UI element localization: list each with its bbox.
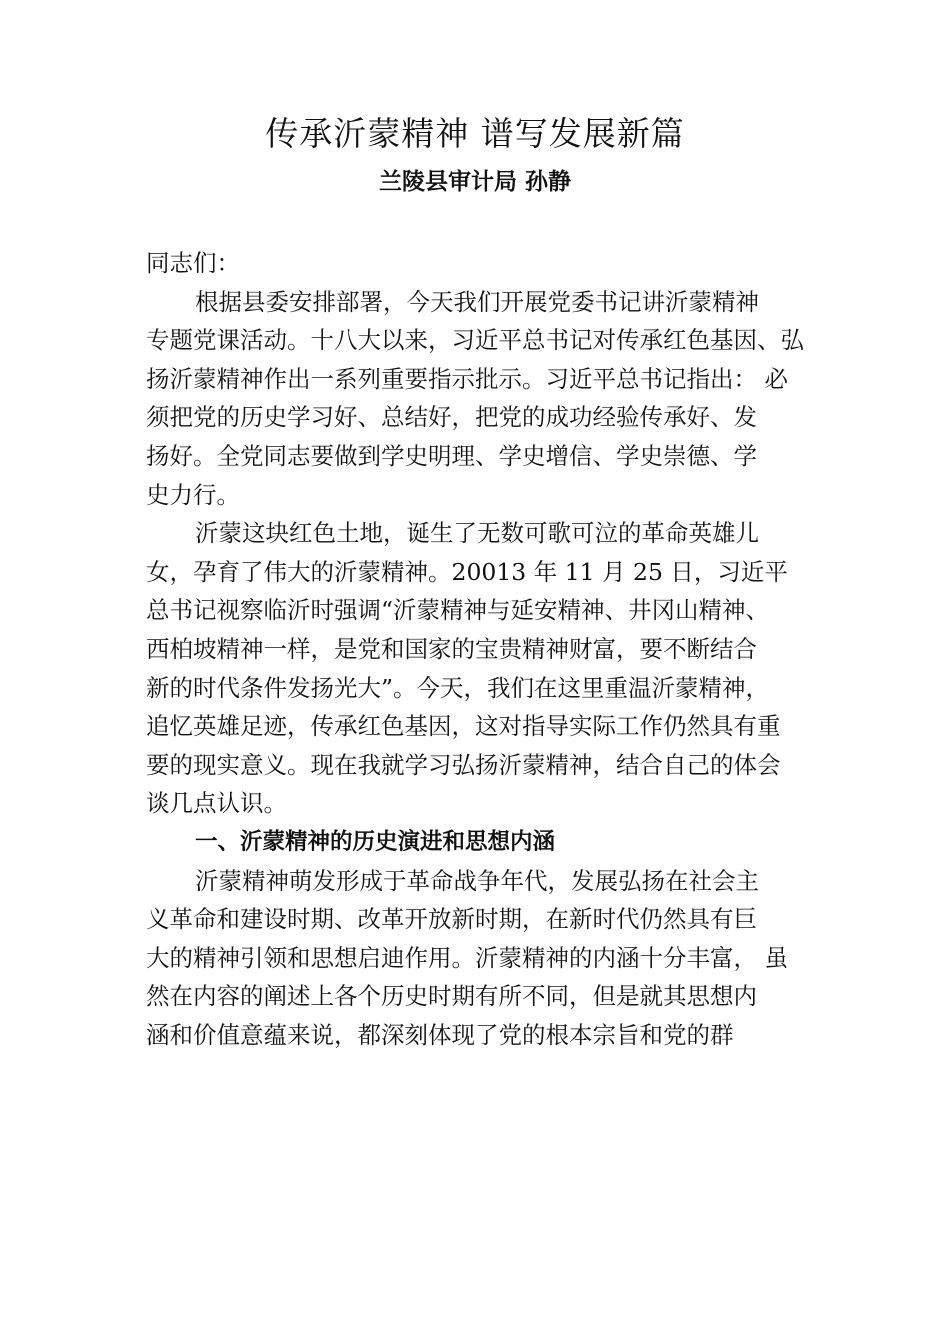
paragraph-line: 追忆英雄足迹，传承红色基因，这对指导实际工作仍然具有重	[146, 712, 781, 741]
paragraph-2	[146, 514, 832, 823]
paragraph-line: 要的现实意义。现在我就学习弘扬沂蒙精神，结合自己的体会	[146, 750, 781, 779]
paragraph-line: 须把党的历史学习好、总结好，把党的成功经验传承好、发	[146, 403, 757, 432]
paragraph-line: 沂蒙这块红色土地，诞生了无数可歌可泣的革命英雄儿	[195, 519, 759, 548]
paragraph-line: 女，孕育了伟大的沂蒙精神。20013 年 11 月 25 日，习近平	[146, 557, 788, 586]
paragraph-line: 义革命和建设时期、改革开放新时期，在新时代仍然具有巨	[146, 905, 757, 934]
greeting-line: 同志们：	[146, 249, 240, 277]
paragraph-line: 史力行。	[146, 480, 240, 509]
paragraph-3	[146, 862, 832, 1055]
paragraph-line: 根据县委安排部署，今天我们开展党委书记讲沂蒙精神	[195, 287, 759, 316]
paragraph-line: 大的精神引领和思想启迪作用。沂蒙精神的内涵十分丰富， 虽	[146, 943, 788, 972]
paragraph-line: 然在内容的阐述上各个历史时期有所不同，但是就其思想内	[146, 982, 757, 1011]
document-body	[146, 244, 832, 1054]
section-heading-text: 一、沂蒙精神的历史演进和思想内涵	[195, 828, 556, 855]
paragraph-line: 谈几点认识。	[146, 789, 287, 818]
paragraph-line: 专题党课活动。十八大以来，习近平总书记对传承红色基因、弘	[146, 326, 804, 355]
greeting	[146, 244, 832, 283]
section-heading	[146, 823, 832, 862]
paragraph-line: 扬沂蒙精神作出一系列重要指示批示。习近平总书记指出： 必	[146, 364, 788, 393]
paragraph-line: 新的时代条件发扬光大”。今天，我们在这里重温沂蒙精神，	[146, 673, 770, 702]
paragraph-1	[146, 283, 832, 515]
paragraph-line: 西柏坡精神一样，是党和国家的宝贵精神财富，要不断结合	[146, 634, 757, 663]
paragraph-line: 扬好。全党同志要做到学史明理、学史增信、学史崇德、学	[146, 441, 757, 470]
document-title: 传承沂蒙精神 谱写发展新篇	[265, 114, 685, 153]
paragraph-line: 涵和价值意蕴来说，都深刻体现了党的根本宗旨和党的群	[146, 1020, 734, 1049]
author-line: 兰陵县审计局 孙静	[378, 169, 571, 195]
paragraph-line: 总书记视察临沂时强调“沂蒙精神与延安精神、井冈山精神、	[146, 596, 770, 625]
paragraph-line: 沂蒙精神萌发形成于革命战争年代，发展弘扬在社会主	[195, 866, 759, 895]
